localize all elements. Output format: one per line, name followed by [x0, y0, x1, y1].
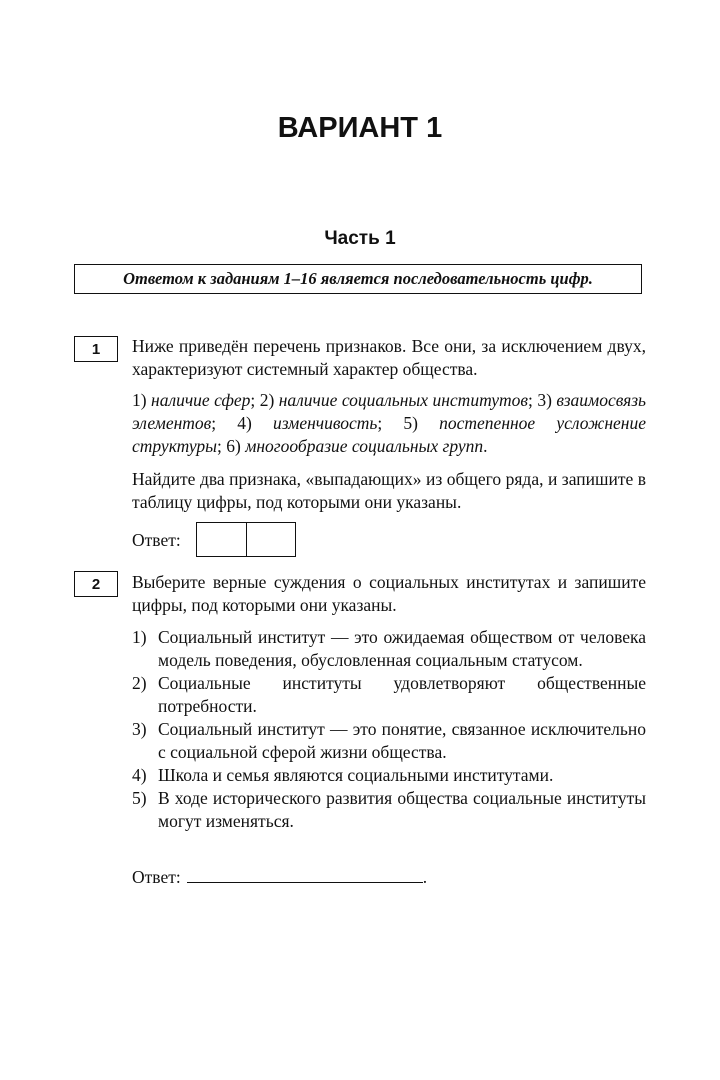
item-text: Социальный институт — это понятие, связанное исключительно с социальной сферой жизни общества.	[158, 719, 646, 762]
answer-label-2: Ответ:	[132, 867, 181, 887]
item-num: 3)	[132, 719, 147, 739]
option-num: 3)	[537, 390, 552, 410]
variant-title: ВАРИАНТ 1	[277, 112, 443, 144]
answer-table-1[interactable]	[196, 522, 296, 557]
list-item	[132, 626, 646, 672]
answer-cell[interactable]	[197, 523, 246, 556]
item-num: 2)	[132, 673, 147, 693]
answer-label-1: Ответ:	[132, 530, 181, 550]
question-1-intro: Ниже приведён перечень признаков. Все они, за исключением двух, характеризуют системный характер общества.	[132, 336, 646, 379]
instruction-text: Ответом к заданиям 1–16 является последовательность цифр.	[123, 269, 593, 288]
answer-cell[interactable]	[246, 523, 296, 556]
option-text: постепенное усложнение структуры	[132, 413, 646, 456]
list-item	[132, 718, 646, 764]
instruction-box	[74, 264, 642, 294]
option-text: изменчивость	[273, 413, 378, 433]
question-2	[132, 571, 646, 617]
question-number-2: 2	[74, 571, 118, 597]
question-1	[132, 335, 646, 514]
option-text: взаимосвязь элементов	[132, 390, 647, 433]
item-text: Школа и семья являются социальными институтами.	[158, 765, 554, 785]
question-1-options: 1) наличие сфер; 2) наличие социальных институтов; 3) взаимосвязь элементов; 4) изменчивость; 5) постепенное усложнение структуры; 6) многообразие социальных групп.	[132, 390, 647, 456]
option-text: наличие сфер	[151, 390, 251, 410]
answer-end: .	[422, 867, 428, 887]
item-num: 5)	[132, 788, 147, 808]
question-1-task: Найдите два признака, «выпадающих» из общего ряда, и запишите в таблицу цифры, под которыми они указаны.	[132, 469, 646, 512]
part-heading: Часть 1	[324, 228, 396, 249]
item-num: 4)	[132, 765, 147, 785]
option-num: 2)	[259, 390, 275, 410]
list-item	[132, 764, 646, 787]
option-text: наличие социальных институтов	[278, 390, 529, 410]
option-text: многообразие социальных групп	[245, 436, 484, 456]
option-num: 1)	[132, 390, 147, 410]
question-number-1: 1	[74, 336, 118, 362]
list-item	[132, 787, 646, 833]
option-num: 4)	[237, 413, 252, 433]
question-2-intro: Выберите верные суждения о социальных институтах и запишите цифры, под которыми они указаны.	[132, 572, 646, 615]
answer-field-2[interactable]	[187, 864, 423, 883]
question-2-list	[132, 626, 646, 833]
option-num: 5)	[403, 413, 418, 433]
item-num: 1)	[132, 627, 147, 647]
list-item	[132, 672, 646, 718]
option-num: 6)	[226, 436, 241, 456]
answer-line-2	[132, 864, 427, 888]
item-text: Социальный институт — это ожидаемая обществом от человека модель поведения, обусловленная социальным статусом.	[158, 627, 646, 670]
item-text: В ходе исторического развития общества социальные институты могут изменяться.	[158, 788, 646, 831]
item-text: Социальные институты удовлетворяют общественные потребности.	[158, 673, 646, 716]
